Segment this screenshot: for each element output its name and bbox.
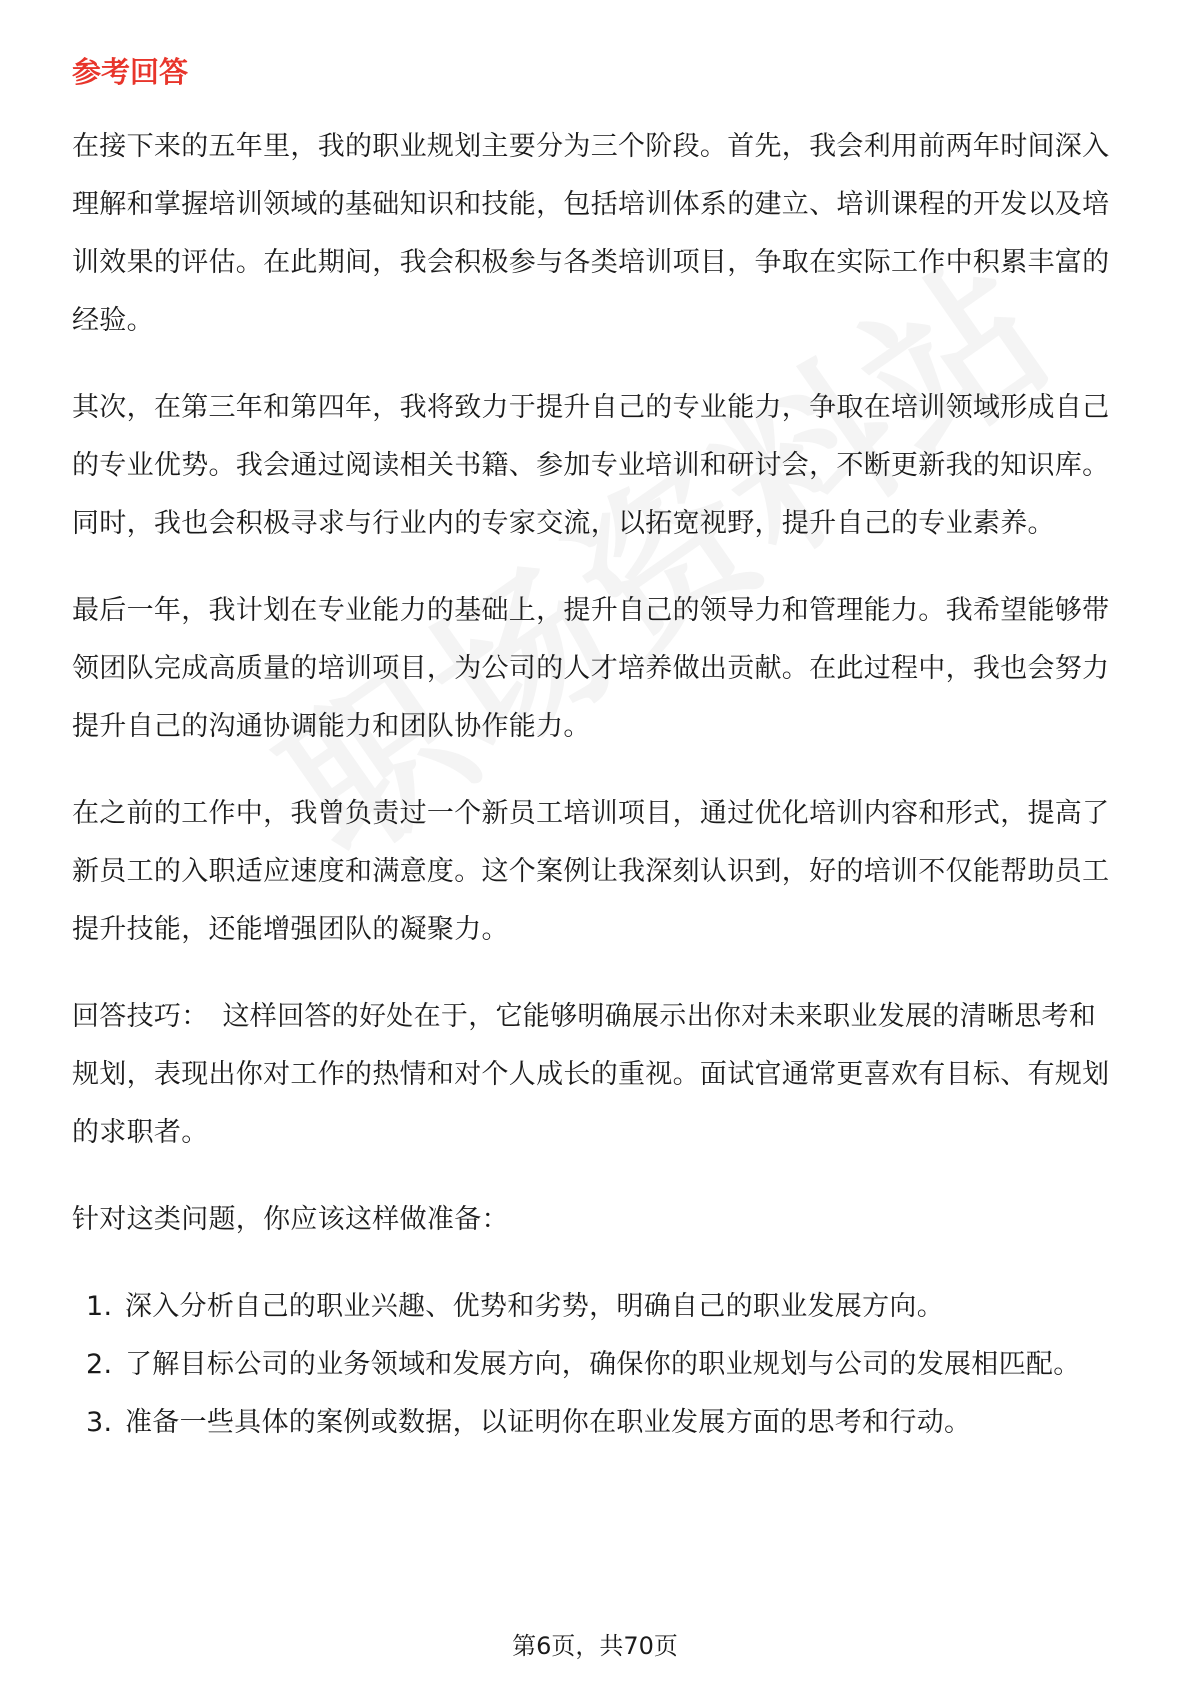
page-number-footer: 第6页，共70页: [512, 1632, 678, 1660]
tips-text: 这样回答的好处在于，它能够明确展示出你对未来职业发展的清晰思考和规划，表现出你对工作的热情和对个人成长的重视。面试官通常更喜欢有目标、有规划的求职者。: [72, 1001, 1110, 1148]
list-number: 2.: [86, 1349, 113, 1380]
tips-label: 回答技巧：: [72, 1001, 209, 1032]
list-item-text: 准备一些具体的案例或数据，以证明你在职业发展方面的思考和行动。: [125, 1407, 972, 1438]
list-item-text: 了解目标公司的业务领域和发展方向，确保你的职业规划与公司的发展相匹配。: [125, 1349, 1081, 1380]
paragraph-3: 最后一年，我计划在专业能力的基础上，提升自己的领导力和管理能力。我希望能够带领团队完成高质量的培训项目，为公司的人才培养做出贡献。在此过程中，我也会努力提升自己的沟通协调能力和团队协作能力。: [72, 595, 1110, 742]
list-item-text: 深入分析自己的职业兴趣、优势和劣势，明确自己的职业发展方向。: [125, 1291, 944, 1322]
list-item: [72, 1394, 1122, 1452]
list-number: 1.: [86, 1291, 113, 1322]
prep-list: [72, 1278, 1122, 1452]
paragraph-2: 其次，在第三年和第四年，我将致力于提升自己的专业能力，争取在培训领域形成自己的专业优势。我会通过阅读相关书籍、参加专业培训和研讨会，不断更新我的知识库。同时，我也会积极寻求与行业内的专家交流，以拓宽视野，提升自己的专业素养。: [72, 392, 1110, 539]
list-number: 3.: [86, 1407, 113, 1438]
paragraph-4: 在之前的工作中，我曾负责过一个新员工培训项目，通过优化培训内容和形式，提高了新员工的入职适应速度和满意度。这个案例让我深刻认识到，好的培训不仅能帮助员工提升技能，还能增强团队的凝聚力。: [72, 798, 1110, 945]
list-item: [72, 1278, 1122, 1336]
tips-paragraph: [72, 988, 1122, 1162]
list-item: [72, 1336, 1122, 1394]
content-body: [72, 118, 1122, 1452]
paragraph-1: 在接下来的五年里，我的职业规划主要分为三个阶段。首先，我会利用前两年时间深入理解和掌握培训领域的基础知识和技能，包括培训体系的建立、培训课程的开发以及培训效果的评估。在此期间，我会积极参与各类培训项目，争取在实际工作中积累丰富的经验。: [72, 131, 1110, 336]
section-heading: 参考回答: [72, 55, 189, 89]
prep-intro: 针对这类问题，你应该这样做准备：: [72, 1204, 509, 1235]
